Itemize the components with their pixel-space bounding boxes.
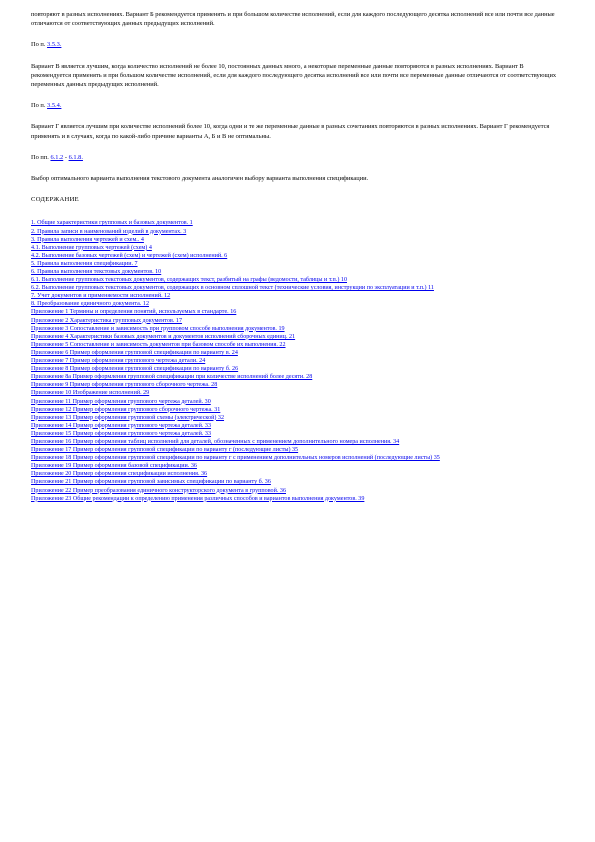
toc-link[interactable]: Приложение 8 Пример оформления групповой спецификации по варианту б. 26 — [31, 366, 239, 373]
toc-link[interactable]: 2. Правила записи в наименований изделий в документах. 3 — [31, 228, 187, 235]
toc-link[interactable]: 1. Общие характеристики групповых и базовых документов. 1 — [31, 220, 193, 227]
toc-link[interactable]: Приложение 12 Пример оформления группового сборочного чертежа. 31 — [31, 406, 221, 413]
toc-link[interactable]: Приложение 9 Пример оформления группового сборочного чертежа. 28 — [31, 382, 218, 389]
toc-link[interactable]: Приложение 11 Пример оформления группового чертежа деталей. 30 — [31, 398, 211, 405]
toc-link[interactable]: Приложение 23 Общие рекомендации к определению применения различных способов и вариантов выполнения документов. 39 — [31, 495, 365, 502]
toc-link[interactable]: 8. Преобразование единичного документа. 12 — [31, 301, 150, 308]
link-6-1-2[interactable]: 6.1.2 — [50, 153, 64, 161]
toc-link[interactable]: Приложение 7 Пример оформления группового чертежа детали. 24 — [31, 358, 206, 365]
toc-link[interactable]: 4.2. Выполнение базовых чертежей (схем) и чертежей (схем) исполнений. 6 — [31, 252, 228, 259]
link-6-1-8[interactable]: 6.1.8. — [68, 153, 83, 161]
toc-link[interactable]: Приложение 8а Пример оформления групповой спецификации при количестве исполнений более десяти. 28 — [31, 374, 313, 381]
reference-6-1-2-to-6-1-8 — [31, 153, 564, 162]
toc-link[interactable]: Приложение 15 Пример оформления группового чертежа деталей. 33 — [31, 430, 212, 437]
toc-link[interactable]: Приложение 4 Характеристики базовых документов и документов исполнений сборочных единиц. 21 — [31, 333, 296, 340]
link-3-5-3[interactable]: 3.5.3. — [47, 41, 62, 49]
toc-link[interactable]: 7. Учет документов и применяемости исполнений. 12 — [31, 293, 171, 300]
toc-link[interactable]: 6.1. Выполнение групповых текстовых документов, содержащих текст, разбитый на графы (ведомости, таблицы и т.п.) 10 — [31, 277, 347, 284]
toc-link[interactable]: Приложение 16 Пример оформления таблиц исполнений для деталей, обозначенных с применением дополнительного номера исполнения. 34 — [31, 438, 400, 445]
link-3-5-4[interactable]: 3.5.4. — [47, 102, 62, 110]
reference-separator: - — [63, 153, 69, 161]
toc-link[interactable]: 3. Правила выполнения чертежей и схем.. 4 — [31, 236, 144, 243]
toc-link[interactable]: Приложение 22 Пример преобразования единичного конструкторского документа в групповой. 36 — [31, 487, 286, 494]
paragraph-text-document: Выбор оптимального варианта выполнения текстового документа аналогичен выбору варианта выполнения спецификации. — [31, 175, 369, 183]
reference-3-5-3 — [31, 40, 564, 49]
toc-link[interactable]: 6. Правила выполнения текстовых документов. 10 — [31, 269, 162, 275]
toc-link[interactable]: Приложение 18 Пример оформления групповой спецификации по варианту г с применением дополнительных номеров исполнений (последующие листы) 35 — [31, 455, 440, 462]
reference-prefix: По п. — [31, 102, 48, 110]
reference-prefix: По п. — [31, 41, 48, 49]
paragraph-variant-g: Вариант Г является лучшим при количестве исполнений более 10, когда одни и те же переменные данные в разных сочетаниях повторяются в разных исполнениях. Вариант Г рекомендуется применять и в случаях, когда по какой-либо причине варианты А, Б и В не оптимальны. — [31, 123, 550, 140]
reference-3-5-4 — [31, 101, 564, 110]
toc-link[interactable]: Приложение 13 Пример оформления групповой схемы (электрической) 32 — [31, 414, 225, 421]
paragraph-variant-b: повторяют в разных исполнениях. Вариант Б рекомендуется применять и при большом количестве исполнений, если для каждого последующего десятка исполнений все или почти все данные отличаются от соответствующих данных предыдущих исполнений. — [31, 11, 555, 28]
toc-link[interactable]: 4.1. Выполнение групповых чертежей (схем) 4 — [31, 244, 152, 251]
toc-link[interactable]: Приложение 21 Пример оформления групповой зависимых спецификации по варианту б. 36 — [31, 479, 271, 486]
toc-link[interactable]: Приложение 10 Изображение исполнений. 29 — [31, 390, 150, 397]
table-of-contents — [31, 219, 564, 502]
toc-link[interactable]: Приложение 5 Сопоставление и зависимость документов при базовом способе их выполнения. 22 — [31, 341, 286, 348]
toc-title: СОДЕРЖАНИЕ — [31, 196, 80, 204]
paragraph-variant-v: Вариант В является лучшим, когда количество исполнений не более 10, постоянных данных много, а некоторые переменные данные повторяются в разных исполнениях. Вариант В рекомендуется применять и при большом количестве исполнений, если для каждого последующего десятка исполнений все или почти все переменные данные отличаются от соответствующих переменных данных предыдущих исполнений. — [31, 62, 557, 89]
toc-link[interactable]: 6.2. Выполнение групповых текстовых документов, содержащих в основном сплошной текст (технические условия, инструкции по эксплуатации и т.п.) 11 — [31, 285, 434, 292]
toc-link[interactable]: Приложение 3 Сопоставление и зависимость при групповом способе выполнения документов. 19 — [31, 325, 285, 332]
toc-link[interactable]: Приложение 2 Характеристика групповых документов. 17 — [31, 317, 183, 324]
toc-link[interactable]: Приложение 1 Термины и определения понятий, используемых в стандарте. 16 — [31, 309, 237, 316]
toc-link[interactable]: 5. Правила выполнения спецификации. 7 — [31, 260, 138, 267]
toc-link[interactable]: Приложение 14 Пример оформления группового чертежа деталей. 33 — [31, 422, 212, 429]
toc-link[interactable]: Приложение 17 Пример оформления групповой спецификации по варианту г (последующие листы) 35 — [31, 447, 299, 454]
toc-link[interactable]: Приложение 20 Пример оформления спецификации исполнения. 36 — [31, 471, 208, 478]
toc-link[interactable]: Приложение 6 Пример оформления групповой спецификации по варианту в. 24 — [31, 349, 238, 356]
reference-prefix: По пп. — [31, 153, 51, 161]
toc-link[interactable]: Приложение 19 Пример оформления базовой спецификации. 36 — [31, 463, 197, 470]
document-page — [31, 10, 564, 503]
